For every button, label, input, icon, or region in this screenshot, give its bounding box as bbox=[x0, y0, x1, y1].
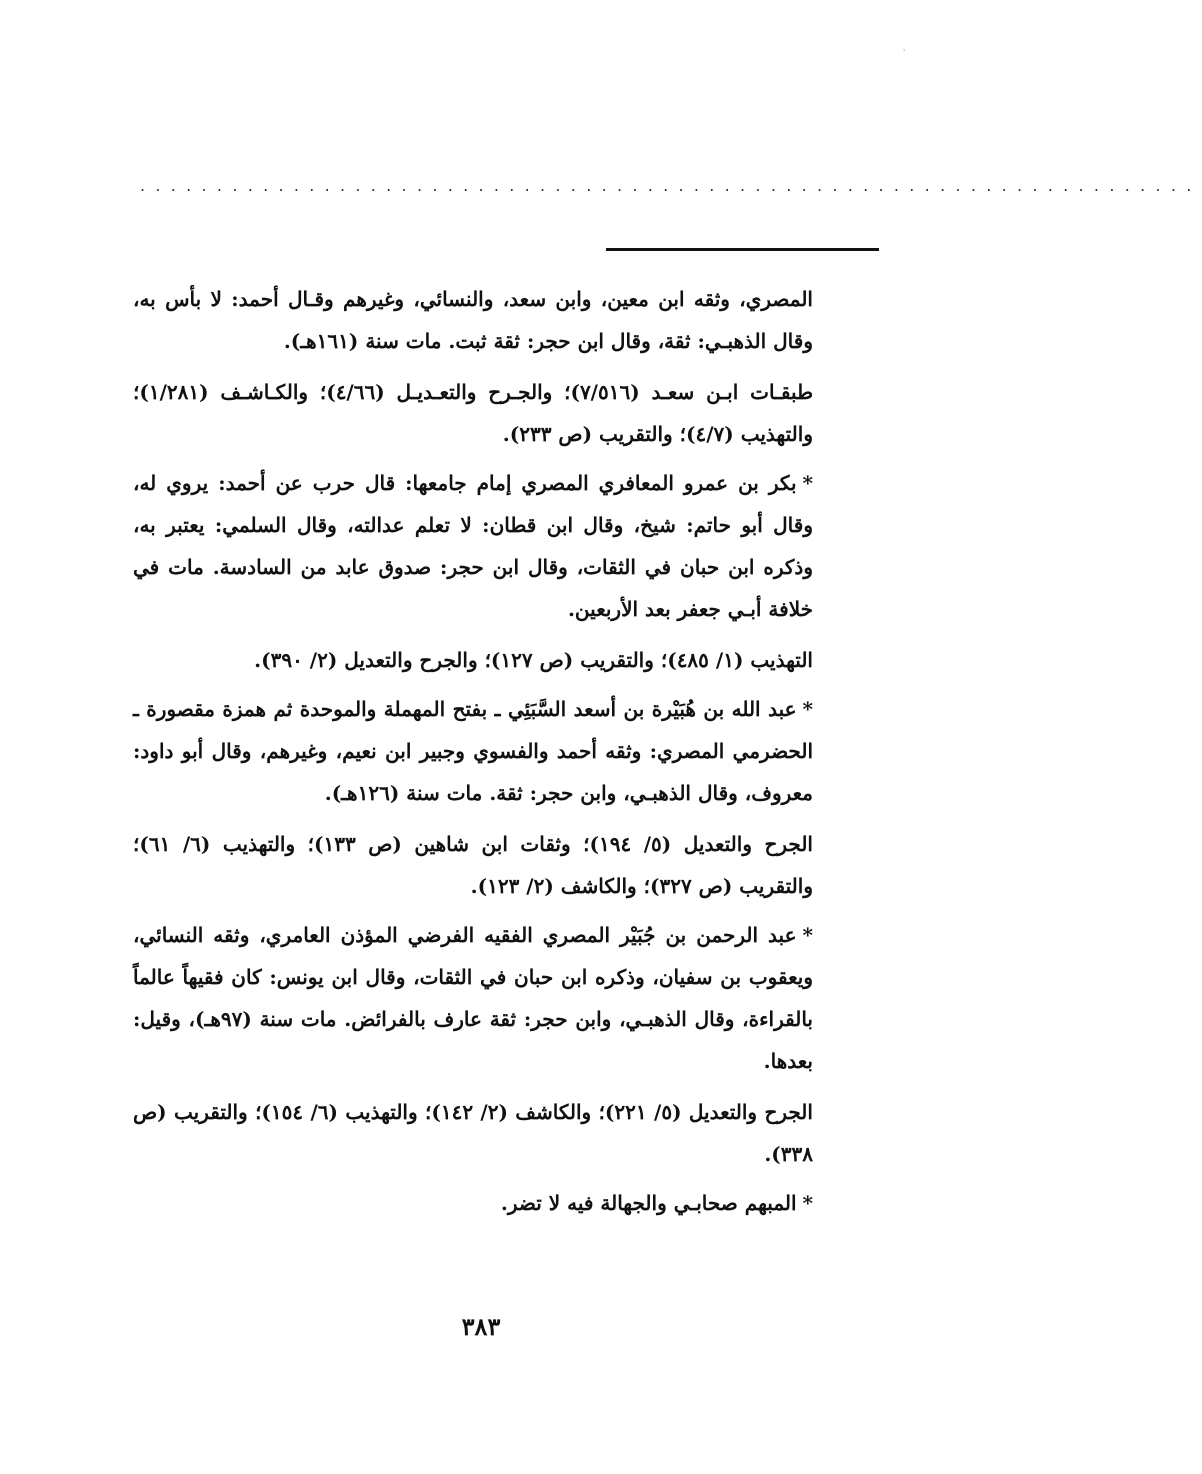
dotted-separator: ..................................................................... bbox=[140, 176, 1202, 195]
paragraph-text: بكر بن عمرو المعافري المصري إمام جامعها: قال حرب عن أحمد: يروي له، وقال أبو حاتم: شيخ، وقال ابن قطان: لا تعلم عدالته، وقال السلمي: يعتبر به، وذكره ابن حبان في الثقات، وقال ابن حجر: صدوق عابد من السادسة. مات في خلافة أبـي جعفر بعد الأربعين. bbox=[133, 471, 813, 621]
paragraph-text: عبد الله بن هُبَيْرة بن أسعد السَّبَئِي ـ بفتح المهملة والموحدة ثم همزة مقصورة ـ الحضرمي المصري: وثقه أحمد والفسوي وجبير ابن نعيم، وغيرهم، وقال أبو داود: معروف، وقال الذهبـي، وابن حجر: ثقة. مات سنة (١٢٦هـ). bbox=[133, 697, 813, 805]
footnote-paragraph-p5 bbox=[133, 688, 813, 814]
paragraph-text: طبقـات ابـن سعـد (٧/٥١٦)؛ والجـرح والتعـديـل (٤/٦٦)؛ والكـاشـف (١/٢٨١)؛ والتهذيب (٤/٧)؛ والتقريب (ص ٢٣٣). bbox=[133, 380, 813, 446]
footnote-paragraph-p1 bbox=[133, 278, 813, 362]
footnote-paragraph-p3 bbox=[133, 462, 813, 630]
asterisk-bullet: * bbox=[802, 471, 813, 495]
page-number: ٣٨٣ bbox=[461, 1312, 501, 1341]
scan-edge-mark: ' bbox=[903, 48, 906, 57]
asterisk-bullet: * bbox=[802, 697, 813, 721]
paragraph-text: المصري، وثقه ابن معين، وابن سعد، والنسائي، وغيرهم وقـال أحمد: لا بأس به، وقال الذهبـي: ثقة، وقال ابن حجر: ثقة ثبت. مات سنة (١٦١هـ). bbox=[133, 287, 813, 353]
footnote-sources-p8 bbox=[133, 1091, 813, 1175]
paragraph-text: عبد الرحمن بن جُبَيْر المصري الفقيه الفرضي المؤذن العامري، وثقه النسائي، ويعقوب بن سفيان، وذكره ابن حبان في الثقات، وقال ابن يونس: كان فقيهاً عالماً بالقراءة، وقال الذهبـي، وابن حجر: ثقة عارف بالفرائض. مات سنة (٩٧هـ)، وقيل: بعدها. bbox=[133, 923, 813, 1073]
footnote-sources-p2 bbox=[133, 371, 813, 455]
footnote-sources-p6 bbox=[133, 823, 813, 907]
paragraph-text: المبهم صحابـي والجهالة فيه لا تضر. bbox=[500, 1191, 797, 1215]
footnote-paragraph-p9 bbox=[133, 1182, 813, 1224]
footnote-rule bbox=[606, 248, 879, 251]
footnote-paragraph-p7 bbox=[133, 914, 813, 1082]
paragraph-text: الجرح والتعديل (٥/ ١٩٤)؛ وثقات ابن شاهين (ص ١٣٣)؛ والتهذيب (٦/ ٦١)؛ والتقريب (ص ٣٢٧)؛ والكاشف (٢/ ١٢٣). bbox=[133, 832, 813, 898]
footnotes-body bbox=[133, 278, 813, 1233]
footnote-sources-p4 bbox=[133, 639, 813, 681]
paragraph-text: الجرح والتعديل (٥/ ٢٢١)؛ والكاشف (٢/ ١٤٢)؛ والتهذيب (٦/ ١٥٤)؛ والتقريب (ص ٣٣٨). bbox=[133, 1100, 813, 1166]
paragraph-text: التهذيب (١/ ٤٨٥)؛ والتقريب (ص ١٢٧)؛ والجرح والتعديل (٢/ ٣٩٠). bbox=[254, 648, 813, 672]
asterisk-bullet: * bbox=[802, 923, 813, 947]
asterisk-bullet: * bbox=[802, 1191, 813, 1215]
